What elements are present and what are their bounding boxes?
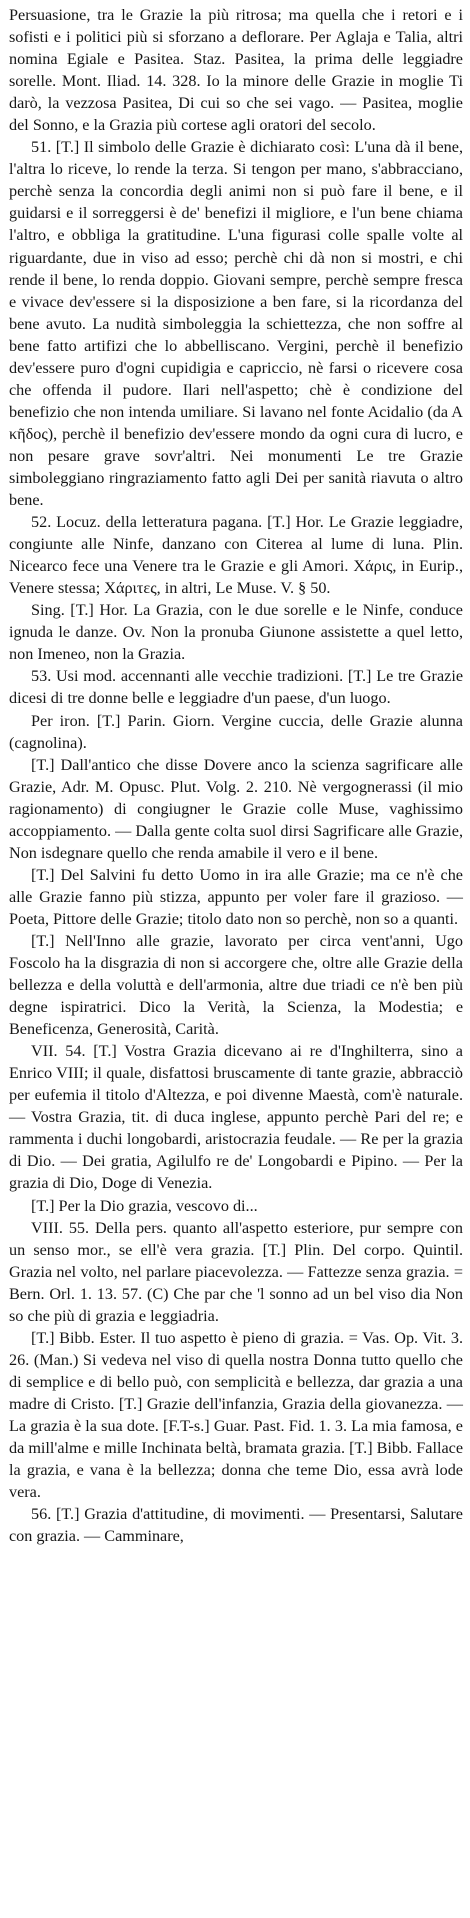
paragraph-54-your-grace: VII. 54. [T.] Vostra Grazia dicevano ai re d'Inghilterra, sino a Enrico VIII; il quale, disfattosi bruscamente di tante grazie, abbracciò per eufemia il titolo d'Altezza, e poi divenne Maestà, com'è naturale. — Vostra Grazia, tit. di duca inglese, appunto perchè Pari del re; e rammenta i duchi longobardi, aristocrazia feudale. — Re per la grazia di Dio. — Dei gratia, Agilulfo re de' Longobardi e Pipino. — Per la grazia di Dio, Doge di Venezia. <box>9 1042 463 1193</box>
paragraph-53-ironic: Per iron. [T.] Parin. Giorn. Vergine cuccia, delle Grazie alunna (cagnolina). <box>9 711 463 752</box>
paragraph-53-salvini: [T.] Del Salvini fu detto Uomo in ira alle Grazie; ma ce n'è che alle Grazie fanno più stizza, appunto per voler fare il grazioso. — Poeta, Pittore delle Grazie; titolo dato non so perchè, non so a quanti. <box>9 865 463 928</box>
paragraph-53-sacrifice-to-graces: [T.] Dall'antico che disse Dovere anco la scienza sagrificare alle Grazie, Adr. M. Opusc. Plut. Volg. 2. 210. Nè vergognerassi (il mio ragionamento) di congiugner le Grazie colle Muse, vaghissimo accoppiamento. — Dalla gente colta suol dirsi Sagrificare alle Grazie, Non isdegnare quello che renda amabile il vero e il bene. <box>9 755 463 862</box>
paragraph-56-attitude: 56. [T.] Grazia d'attitudine, di movimenti. — Presentarsi, Salutare con grazia. — Camminare, <box>9 1505 463 1546</box>
paragraph-51-symbol-of-graces: 51. [T.] Il simbolo delle Grazie è dichiarato così: L'una dà il bene, l'altra lo riceve, lo rende la terza. Si tengon per mano, s'abbracciano, perchè senza la concordia degli animi non si può fare il bene, e il guidarsi e il sorreggersi è de' benefizi il migliore, e l'un bene chiama l'altro, e obbliga la gratitudine. L'una figurasi colle spalle volte al riguardante, due in viso ad esso; perchè chi dà non si mostri, e chi rende il bene, lo renda doppio. Giovani sempre, perchè sempre fresca e vivace dev'essere si la disposizione a ben fare, si la ricordanza del bene avuto. La nudità simboleggia la schiettezza, che non soffre al bene fatto artifizi che lo abbelliscano. Vergini, perchè il benefizio dev'essere puro d'ogni cupidigia e capriccio, nè farsi o ricevere cosa che offenda il pudore. Ilari nell'aspetto; chè è condizione del benefizio che non intenda umiliare. Si lavano nel fonte Acidalio (da A κῆδος), perchè il benefizio dev'essere mondo da ogni cura di lucro, e non pesare grave sovr'altri. Nei monumenti Le tre Grazie simboleggiano ringraziamento fatto agli Dei per sanità riavuta o altro bene. <box>9 138 463 510</box>
paragraph-52-pagan-literature: 52. Locuz. della letteratura pagana. [T.] Hor. Le Grazie leggiadre, congiunte alle Ninfe, danzano con Citerea al lume di luna. Plin. Nicearco fece una Venere tra le Grazie e gli Amori. Χάρις, in Eurip., Venere stessa; Χάριτες, in altri, Le Muse. V. § 50. <box>9 513 463 598</box>
paragraph-52-singular: Sing. [T.] Hor. La Grazia, con le due sorelle e le Ninfe, conduce ignuda le danze. Ov. Non la pronuba Giunone assistette a quel letto, non Imeneo, non la Grazia. <box>9 601 463 664</box>
paragraph-persuasione: Persuasione, tra le Grazie la più ritrosa; ma quella che i retori e i sofisti e i politici più si sforzano a deflorare. Per Aglaja e Talia, altri nomina Egiale e Pasitea. Staz. Pasitea, la prima delle leggiadre sorelle. Mont. Iliad. 14. 328. Io la minore delle Grazie in moglie Ti darò, la vezzosa Pasitea, Di cui so che sei vago. — Pasitea, moglie del Sonno, e la Grazia più cortese agli oratori del secolo. <box>9 6 463 135</box>
paragraph-54-bishop: [T.] Per la Dio grazia, vescovo di... <box>31 1196 258 1215</box>
paragraph-55-bible: [T.] Bibb. Ester. Il tuo aspetto è pieno di grazia. = Vas. Op. Vit. 3. 26. (Man.) Si vedeva nel viso di quella nostra Donna tutto quello che di semplice e di bello può, con semplicità e bellezza, dar grazia a una madre di Cristo. [T.] Grazie dell'infanzia, Grazia della giovanezza. — La grazia è la sua dote. [F.T-s.] Guar. Past. Fid. 1. 3. La mia famosa, e da mill'alme e mille Inchinata beltà, bramata grazia. [T.] Bibb. Fallace la grazia, e vana è la bellezza; donna che teme Dio, essa avrà lode vera. <box>9 1328 463 1502</box>
paragraph-55-appearance: VIII. 55. Della pers. quanto all'aspetto esteriore, pur sempre con un senso mor., se ell'è vera grazia. [T.] Plin. Del corpo. Quintil. Grazia nel volto, nel parlare piacevolezza. — Fattezze senza grazia. = Bern. Orl. 1. 13. 57. (C) Che par che 'l sonno ad un bel viso dia Non so che più di grazia e leggiadria. <box>9 1218 463 1325</box>
paragraph-53-foscolo: [T.] Nell'Inno alle grazie, lavorato per circa vent'anni, Ugo Foscolo ha la disgrazia di non si accorgere che, oltre alle Grazie della bellezza e della voluttà e dell'armonia, altre due triadi ce n'è ben più degne ispiratrici. Dico la Verità, la Scienza, la Modestia; e Beneficenza, Generosità, Carità. <box>9 931 463 1039</box>
paragraph-53-modern-usages: 53. Usi mod. accennanti alle vecchie tradizioni. [T.] Le tre Grazie dicesi di tre donne belle e leggiadre d'un paese, d'un luogo. <box>9 667 463 708</box>
